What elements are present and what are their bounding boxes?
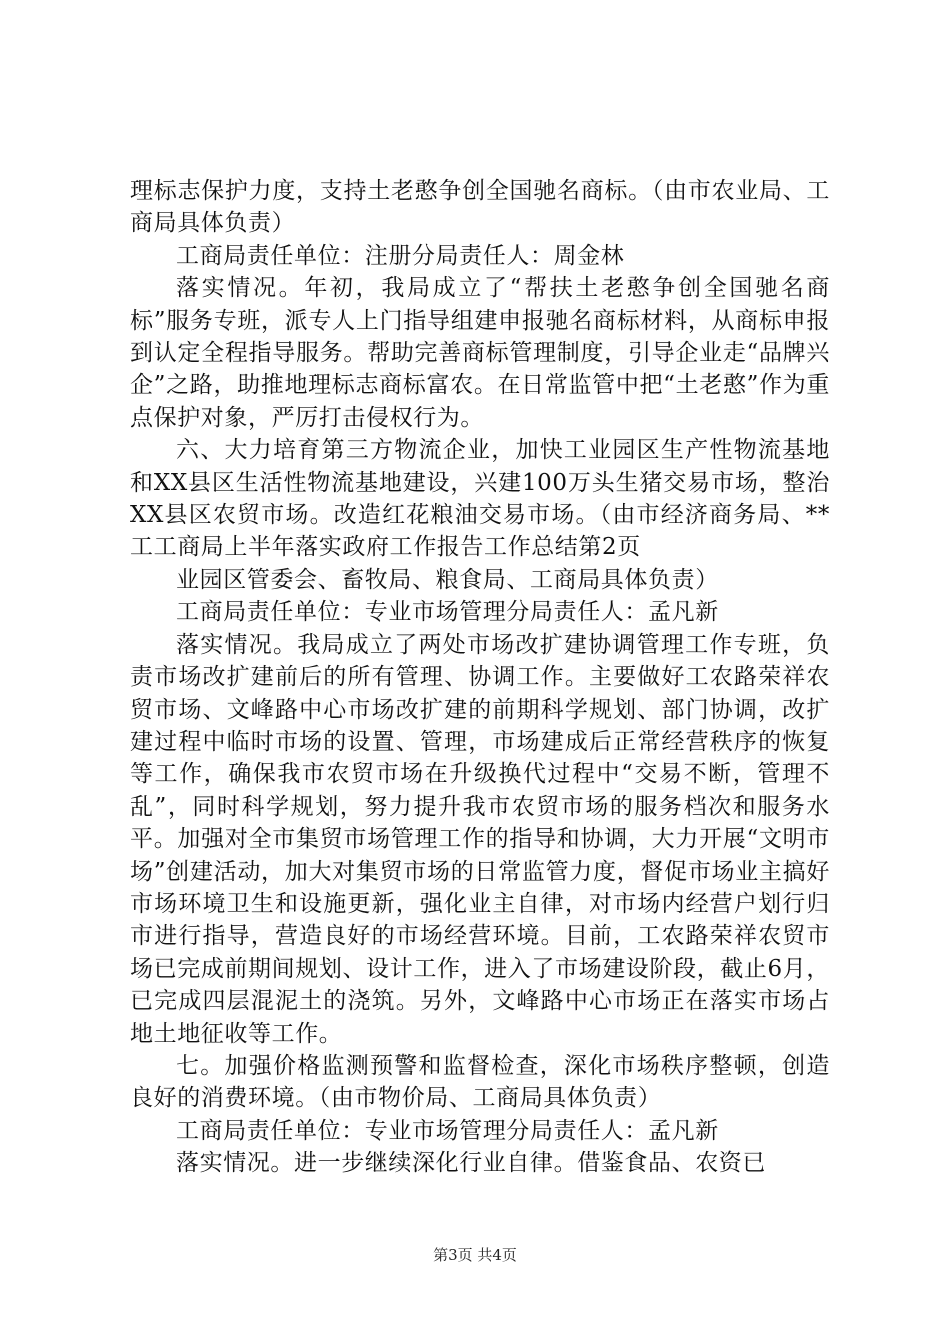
paragraph-4: 六、大力培育第三方物流企业，加快工业园区生产性物流基地和XX县区生活性物流基地建设，兴建100万头生猪交易市场，整治XX县区农贸市场。改造红花粮油交易市场。（由市经济商务局、**工工商局上半年落实政府工作报告工作总结第2页 bbox=[130, 437, 830, 561]
paragraph-7: 落实情况。我局成立了两处市场改扩建协调管理工作专班，负责市场改扩建前后的所有管理、协调工作。主要做好工农路荣祥农贸市场、文峰路中心市场改扩建的前期科学规划、部门协调，改扩建过程中临时市场的设置、管理，市场建成后正常经营秩序的恢复等工作，确保我市农贸市场在升级换代过程中“交易不断，管理不乱”，同时科学规划，努力提升我市农贸市场的服务档次和服务水平。加强对全市集贸市场管理工作的指导和协调，大力开展“文明市场”创建活动，加大对集贸市场的日常监管力度，督促市场业主搞好市场环境卫生和设施更新，强化业主自律，对市场内经营户划行归市进行指导，营造良好的市场经营环境。目前，工农路荣祥农贸市场已完成前期间规划、设计工作，进入了市场建设阶段，截止6月，已完成四层混泥土的浇筑。另外，文峰路中心市场正在落实市场占地土地征收等工作。 bbox=[130, 631, 830, 1047]
paragraph-3: 落实情况。年初，我局成立了“帮扶土老憨争创全国驰名商标”服务专班，派专人上门指导组建申报驰名商标材料，从商标申报到认定全程指导服务。帮助完善商标管理制度，引导企业走“品牌兴企”之路，助推地理标志商标富农。在日常监管中把“土老憨”作为重点保护对象，严厉打击侵权行为。 bbox=[130, 275, 830, 431]
paragraph-5: 业园区管委会、畜牧局、粮食局、工商局具体负责） bbox=[176, 566, 719, 593]
paragraph-10: 落实情况。进一步继续深化行业自律。借鉴食品、农资已 bbox=[176, 1150, 766, 1177]
paragraph-2: 工商局责任单位：注册分局责任人：周金林 bbox=[176, 242, 625, 269]
page-footer: 第3页 共4页 bbox=[433, 1246, 517, 1264]
paragraph-9: 工商局责任单位：专业市场管理分局责任人：孟凡新 bbox=[176, 1117, 719, 1144]
paragraph-8: 七。加强价格监测预警和监督检查，深化市场秩序整顿，创造良好的消费环境。（由市物价局、工商局具体负责） bbox=[130, 1052, 830, 1112]
document-body bbox=[130, 175, 830, 1180]
paragraph-6: 工商局责任单位：专业市场管理分局责任人：孟凡新 bbox=[176, 599, 719, 626]
paragraph-1: 理标志保护力度，支持土老憨争创全国驰名商标。（由市农业局、工商局具体负责） bbox=[130, 178, 830, 237]
